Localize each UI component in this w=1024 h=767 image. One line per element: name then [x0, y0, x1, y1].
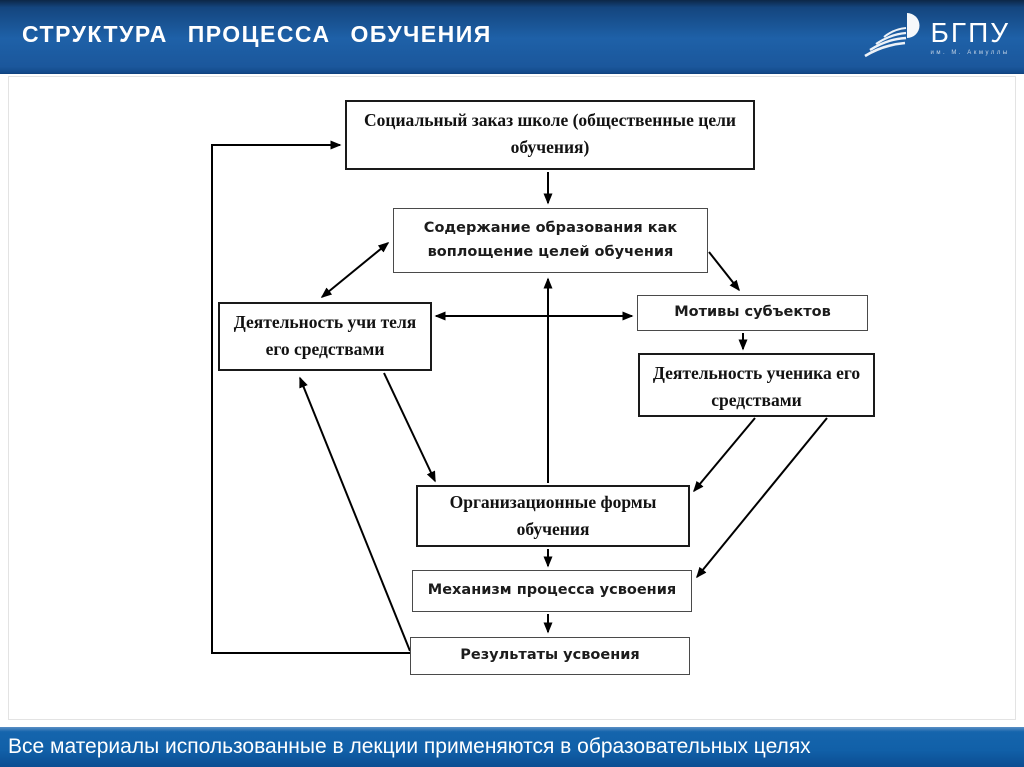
- bgpu-logo-text: БГПУ: [930, 17, 1010, 48]
- bgpu-logo-subtext: им. М. Акмуллы: [930, 49, 1010, 56]
- box-organizational-forms: Организационные формы обучения: [416, 485, 690, 547]
- slide-footer-bar: [0, 727, 1024, 767]
- arrow-results-to-teacher: [300, 378, 410, 651]
- arrow-content-teacher-bidirectional: [322, 243, 388, 297]
- box-social-order: Социальный заказ школе (общественные цели обучения): [345, 100, 755, 170]
- box-education-content: Содержание образования как воплощение целей обучения: [393, 208, 708, 273]
- arrow-teacher-to-orgforms: [384, 373, 435, 481]
- box-student-activity: Деятельность ученика его средствами: [638, 353, 875, 417]
- box-assimilation-results: Результаты усвоения: [410, 637, 690, 675]
- arrow-content-to-motives: [709, 252, 739, 290]
- arrow-student-to-mechanism: [697, 418, 827, 577]
- box-subject-motives: Мотивы субъектов: [637, 295, 868, 331]
- box-assimilation-mechanism: Механизм процесса усвоения: [412, 570, 692, 612]
- box-teacher-activity: Деятельность учи теля его средствами: [218, 302, 432, 371]
- arrow-student-to-orgforms: [694, 418, 755, 491]
- footer-disclaimer-text: Все материалы использованные в лекции применяются в образовательных целях: [8, 735, 811, 758]
- page-title: СТРУКТУРА ПРОЦЕССА ОБУЧЕНИЯ: [22, 21, 492, 47]
